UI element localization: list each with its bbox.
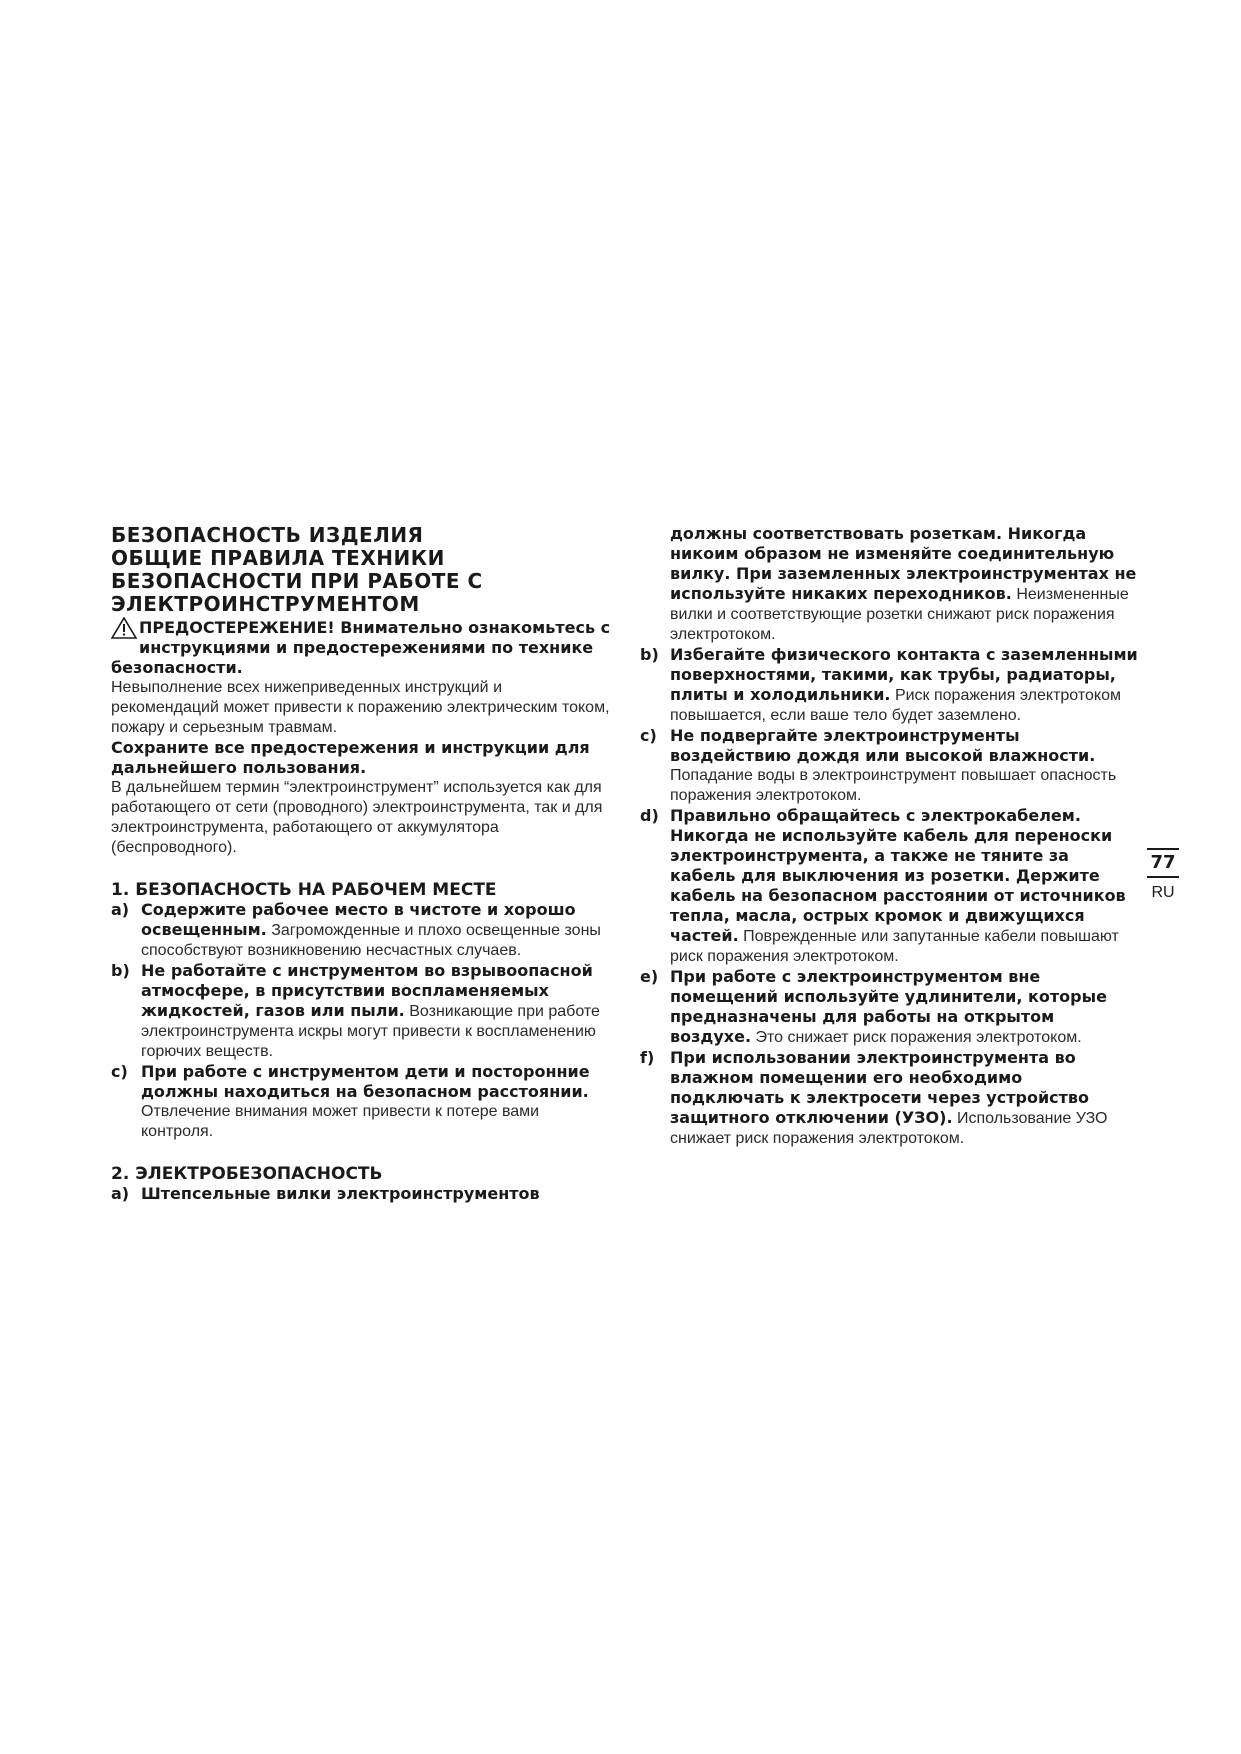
- item-bold-text: Содержите рабочее место в чистоте и хорошо освещенным.: [141, 900, 576, 939]
- section-title: 2. ЭЛЕКТРОБЕЗОПАСНОСТЬ: [111, 1164, 383, 1184]
- heading-line: ЭЛЕКТРОИНСТРУМЕНТОМ: [111, 592, 420, 616]
- item-label: c): [640, 726, 657, 745]
- item-text: Неизмененные вилки и соответствующие розетки снижают риск поражения электротоком.: [670, 586, 1129, 643]
- item-bold-text: должны соответствовать розеткам. Никогда никоим образом не изменяйте соединительную вилку. При заземленных электроинструментах не используйте никаких переходников.: [670, 524, 1137, 603]
- heading-line: БЕЗОПАСНОСТИ ПРИ РАБОТЕ С: [111, 569, 483, 593]
- warning-bold-text: ПРЕДОСТЕРЕЖЕНИЕ! Внимательно ознакомьтесь с инструкциями и предостережениями по технике безопасности.: [111, 618, 611, 677]
- item-label: b): [640, 645, 659, 664]
- item-label: d): [640, 806, 659, 825]
- language-code: RU: [1151, 884, 1175, 901]
- list-item: [640, 806, 1140, 967]
- section-title: 1. БЕЗОПАСНОСТЬ НА РАБОЧЕМ МЕСТЕ: [111, 880, 497, 900]
- item-text: Отвлечение внимания может привести к потере вами контроля.: [141, 1103, 540, 1140]
- item-bold-text: Не работайте с инструментом во взрывоопасной атмосфере, в присутствии воспламеняемых жидкостей, газов или пыли.: [141, 961, 593, 1020]
- list-item: [111, 900, 611, 961]
- item-bold-text: При использовании электроинструмента во влажном помещении его необходимо подключать к электросети через устройство защитного отключении (УЗО).: [670, 1048, 1090, 1127]
- item-text: Поврежденные или запутанные кабели повышают риск поражения электротоком.: [670, 928, 1119, 965]
- item-text: Загроможденные и плохо освещенные зоны способствуют возникновению несчастных случаев.: [141, 922, 601, 959]
- page-number: 77: [1150, 852, 1176, 873]
- right-column: [640, 524, 1140, 1149]
- warning-text: Невыполнение всех нижеприведенных инструкций и рекомендаций может привести к поражению электрическим током, пожару и серьезным травмам.: [111, 679, 610, 736]
- item-label: a): [111, 1184, 130, 1203]
- page-number-block: [1146, 848, 1180, 904]
- item-bold-text: При работе с инструментом дети и посторонние должны находиться на безопасном расстоянии.: [141, 1062, 590, 1101]
- list-item: [111, 961, 611, 1062]
- item-text: Риск поражения электротоком повышается, если ваше тело будет заземлено.: [670, 687, 1121, 724]
- left-column: [111, 524, 611, 1204]
- item-label: b): [111, 961, 130, 980]
- list-item: [111, 1184, 611, 1204]
- item-bold-text: Избегайте физического контакта с заземленными поверхностями, такими, как трубы, радиаторы, плиты и холодильники.: [670, 645, 1138, 704]
- save-instructions-text: Сохраните все предостережения и инструкции для дальнейшего пользования.: [111, 738, 590, 777]
- heading-line: ОБЩИЕ ПРАВИЛА ТЕХНИКИ: [111, 546, 445, 570]
- warning-triangle-icon: [111, 617, 137, 639]
- continued-item: [640, 524, 1140, 645]
- item-bold-text: При работе с электроинструментом вне помещений используйте удлинители, которые предназначены для работы на открытом воздухе.: [670, 967, 1107, 1046]
- item-label: f): [640, 1048, 655, 1067]
- heading-line: БЕЗОПАСНОСТЬ ИЗДЕЛИЯ: [111, 523, 424, 547]
- item-bold-text: Не подвергайте электроинструменты воздействию дождя или высокой влажности.: [670, 726, 1096, 765]
- item-text: Возникающие при работе электроинструмента искры могут привести к воспламенению горючих веществ.: [141, 1003, 600, 1060]
- list-item: [111, 1062, 611, 1142]
- list-item: [640, 1048, 1140, 1149]
- term-definition-text: В дальнейшем термин “электроинструмент” используется как для работающего от сети (проводного) электроинструмента, так и для электроинструмента, работающего от аккумулятора (беспроводного).: [111, 779, 603, 856]
- item-text: Это снижает риск поражения электротоком.: [755, 1029, 1082, 1046]
- warning-block: [111, 618, 611, 678]
- list-item: [640, 967, 1140, 1048]
- item-label: a): [111, 900, 130, 919]
- item-bold-text: Правильно обращайтесь с электрокабелем. Никогда не используйте кабель для переноски электроинструмента, а также не тяните за кабель для выключения из розетки. Держите кабель на безопасном расстоянии от источников тепла, масла, острых кромок и движущихся частей.: [670, 806, 1126, 945]
- document-heading: [111, 524, 611, 616]
- list-item: [640, 726, 1140, 806]
- item-text: Использование УЗО снижает риск поражения электротоком.: [670, 1110, 1108, 1147]
- item-text: Попадание воды в электроинструмент повышает опасность поражения электротоком.: [670, 767, 1117, 804]
- item-label: c): [111, 1062, 128, 1081]
- divider: [1147, 876, 1179, 878]
- item-bold-text: Штепсельные вилки электроинструментов: [141, 1184, 540, 1203]
- list-item: [640, 645, 1140, 726]
- item-label: e): [640, 967, 659, 986]
